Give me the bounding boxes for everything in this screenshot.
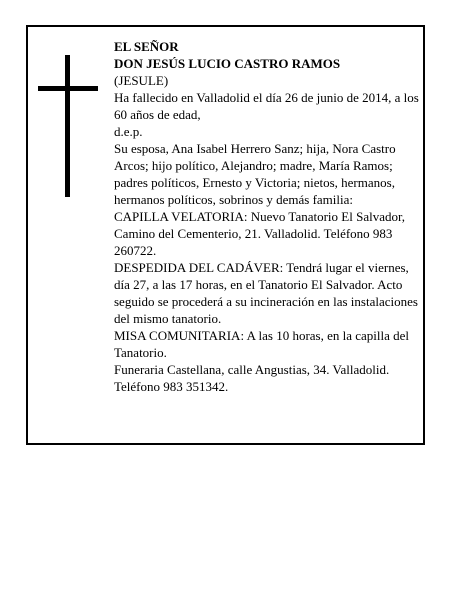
obituary-text [114,38,420,395]
chapel-info: CAPILLA VELATORIA: Nuevo Tanatorio El Salvador, Camino del Cementerio, 21. Valladolid. Teléfono 983 260722. [114,209,406,258]
death-notice: Ha fallecido en Valladolid el día 26 de junio de 2014, a los 60 años de edad, [114,90,419,122]
deceased-name: DON JESÚS LUCIO CASTRO RAMOS [114,56,341,71]
family-list: Su esposa, Ana Isabel Herrero Sanz; hija, Nora Castro Arcos; hijo político, Alejandro; madre, María Ramos; padres políticos, Ernesto y Victoria; nietos, hermanos, hermanos políticos, sobrinos y demás familia: [114,141,396,207]
farewell-info: DESPEDIDA DEL CADÁVER: Tendrá lugar el viernes, día 27, a las 17 horas, en el Tanatorio El Salvador. Acto seguido se procederá a su incineración en las instalaciones del mismo tanatorio. [114,260,418,326]
cross-icon [38,55,98,197]
deceased-nickname: (JESULE) [114,73,169,88]
cross-horizontal-bar [38,86,98,91]
mass-info: MISA COMUNITARIA: A las 10 horas, en la capilla del Tanatorio. [114,328,410,360]
rip-text: d.e.p. [114,124,143,139]
notice-title: EL SEÑOR [114,39,179,54]
funeral-home-info: Funeraria Castellana, calle Angustias, 34. Valladolid. Teléfono 983 351342. [114,362,390,394]
cross-vertical-bar [65,55,70,197]
